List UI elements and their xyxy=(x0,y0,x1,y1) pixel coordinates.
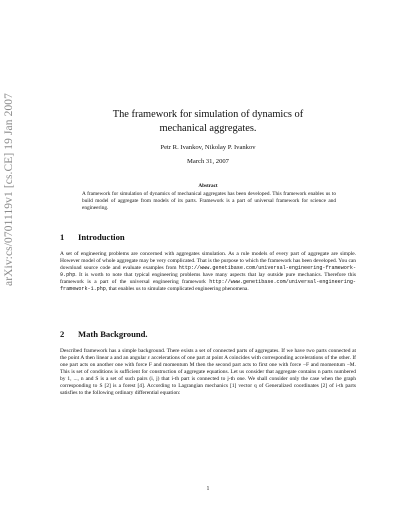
section-1-text-b: . It is worth to note that typical engineering problems have many aspects that lay outside pure mechanics. Therefore this framework is a part of the universal engineering framework xyxy=(60,272,356,286)
section-2-title: Math Background. xyxy=(78,329,148,339)
section-2-heading xyxy=(60,329,356,339)
abstract-heading: Abstract xyxy=(198,183,218,189)
arxiv-identifier: arXiv:cs/0701119v1 [cs.CE] 19 Jan 2007 xyxy=(3,93,15,286)
section-1-text-a: A set of engineering problems are concerned with aggregates simulation. As a rule models of every part of aggregate are simple. However model of whole aggregate may be very complicated. That is the purpose to which the framework has been developed. You can download source code and evaluate examples from xyxy=(60,251,356,272)
title-line-2: mechanical aggregates. xyxy=(159,123,257,134)
framework-9-link[interactable]: http://www.genetibase.com/universal-engineering-framework-9.php xyxy=(60,265,357,279)
section-1-text-c: , that enables us to simulate complicated engineering phenomena. xyxy=(105,286,249,293)
framework-1-link[interactable]: http://www.genetibase.com/universal-engineering-framework-1.php xyxy=(60,279,356,293)
title-line-1: The framework for simulation of dynamics of xyxy=(112,109,304,120)
paper-title xyxy=(60,108,356,136)
section-2-number: 2 xyxy=(60,329,65,339)
section-1-title: Introduction xyxy=(78,232,125,242)
section-2-paragraph: Described framework has a simple background. There exists a set of connected parts of aggregates. If we have two parts connected at the point A then linear a and an angular ε accelerations of one part at point A coincides with corresponding accelerations of the other. If one part acts on another one with force F and momentum M then the second part acts to first one with force −F and momentum −M. This is set of conditions is sufficient for construction of aggregate equations. Let us consider that aggregate contains n parts numbered by 1, ..., n and S is a set of such pairs (i, j) that i-th part is connected to j-th one. We shall consider only the case when the graph corresponding to S [2] is a forest [4]. According to Lagrangian mechanics [1] vector q of Generalized coordinates [2] of i-th parts satisfies to the following ordinary differential equation: xyxy=(60,348,356,397)
paper-page xyxy=(60,0,356,518)
page-number: 1 xyxy=(206,486,210,492)
section-1-paragraph xyxy=(60,251,356,293)
section-1-number: 1 xyxy=(60,232,65,242)
section-1-heading xyxy=(60,232,356,242)
paper-date: March 31, 2007 xyxy=(187,158,229,165)
abstract-text: A framework for simulation of dynamics of mechanical aggregates has been developed. This framework enables us to build model of aggregate from models of its parts. Framework is a part of universal framework for science and engineering. xyxy=(82,191,336,211)
arxiv-sidebar xyxy=(0,0,26,518)
paper-authors: Petr R. Ivankov, Nikolay P. Ivankov xyxy=(160,144,256,151)
